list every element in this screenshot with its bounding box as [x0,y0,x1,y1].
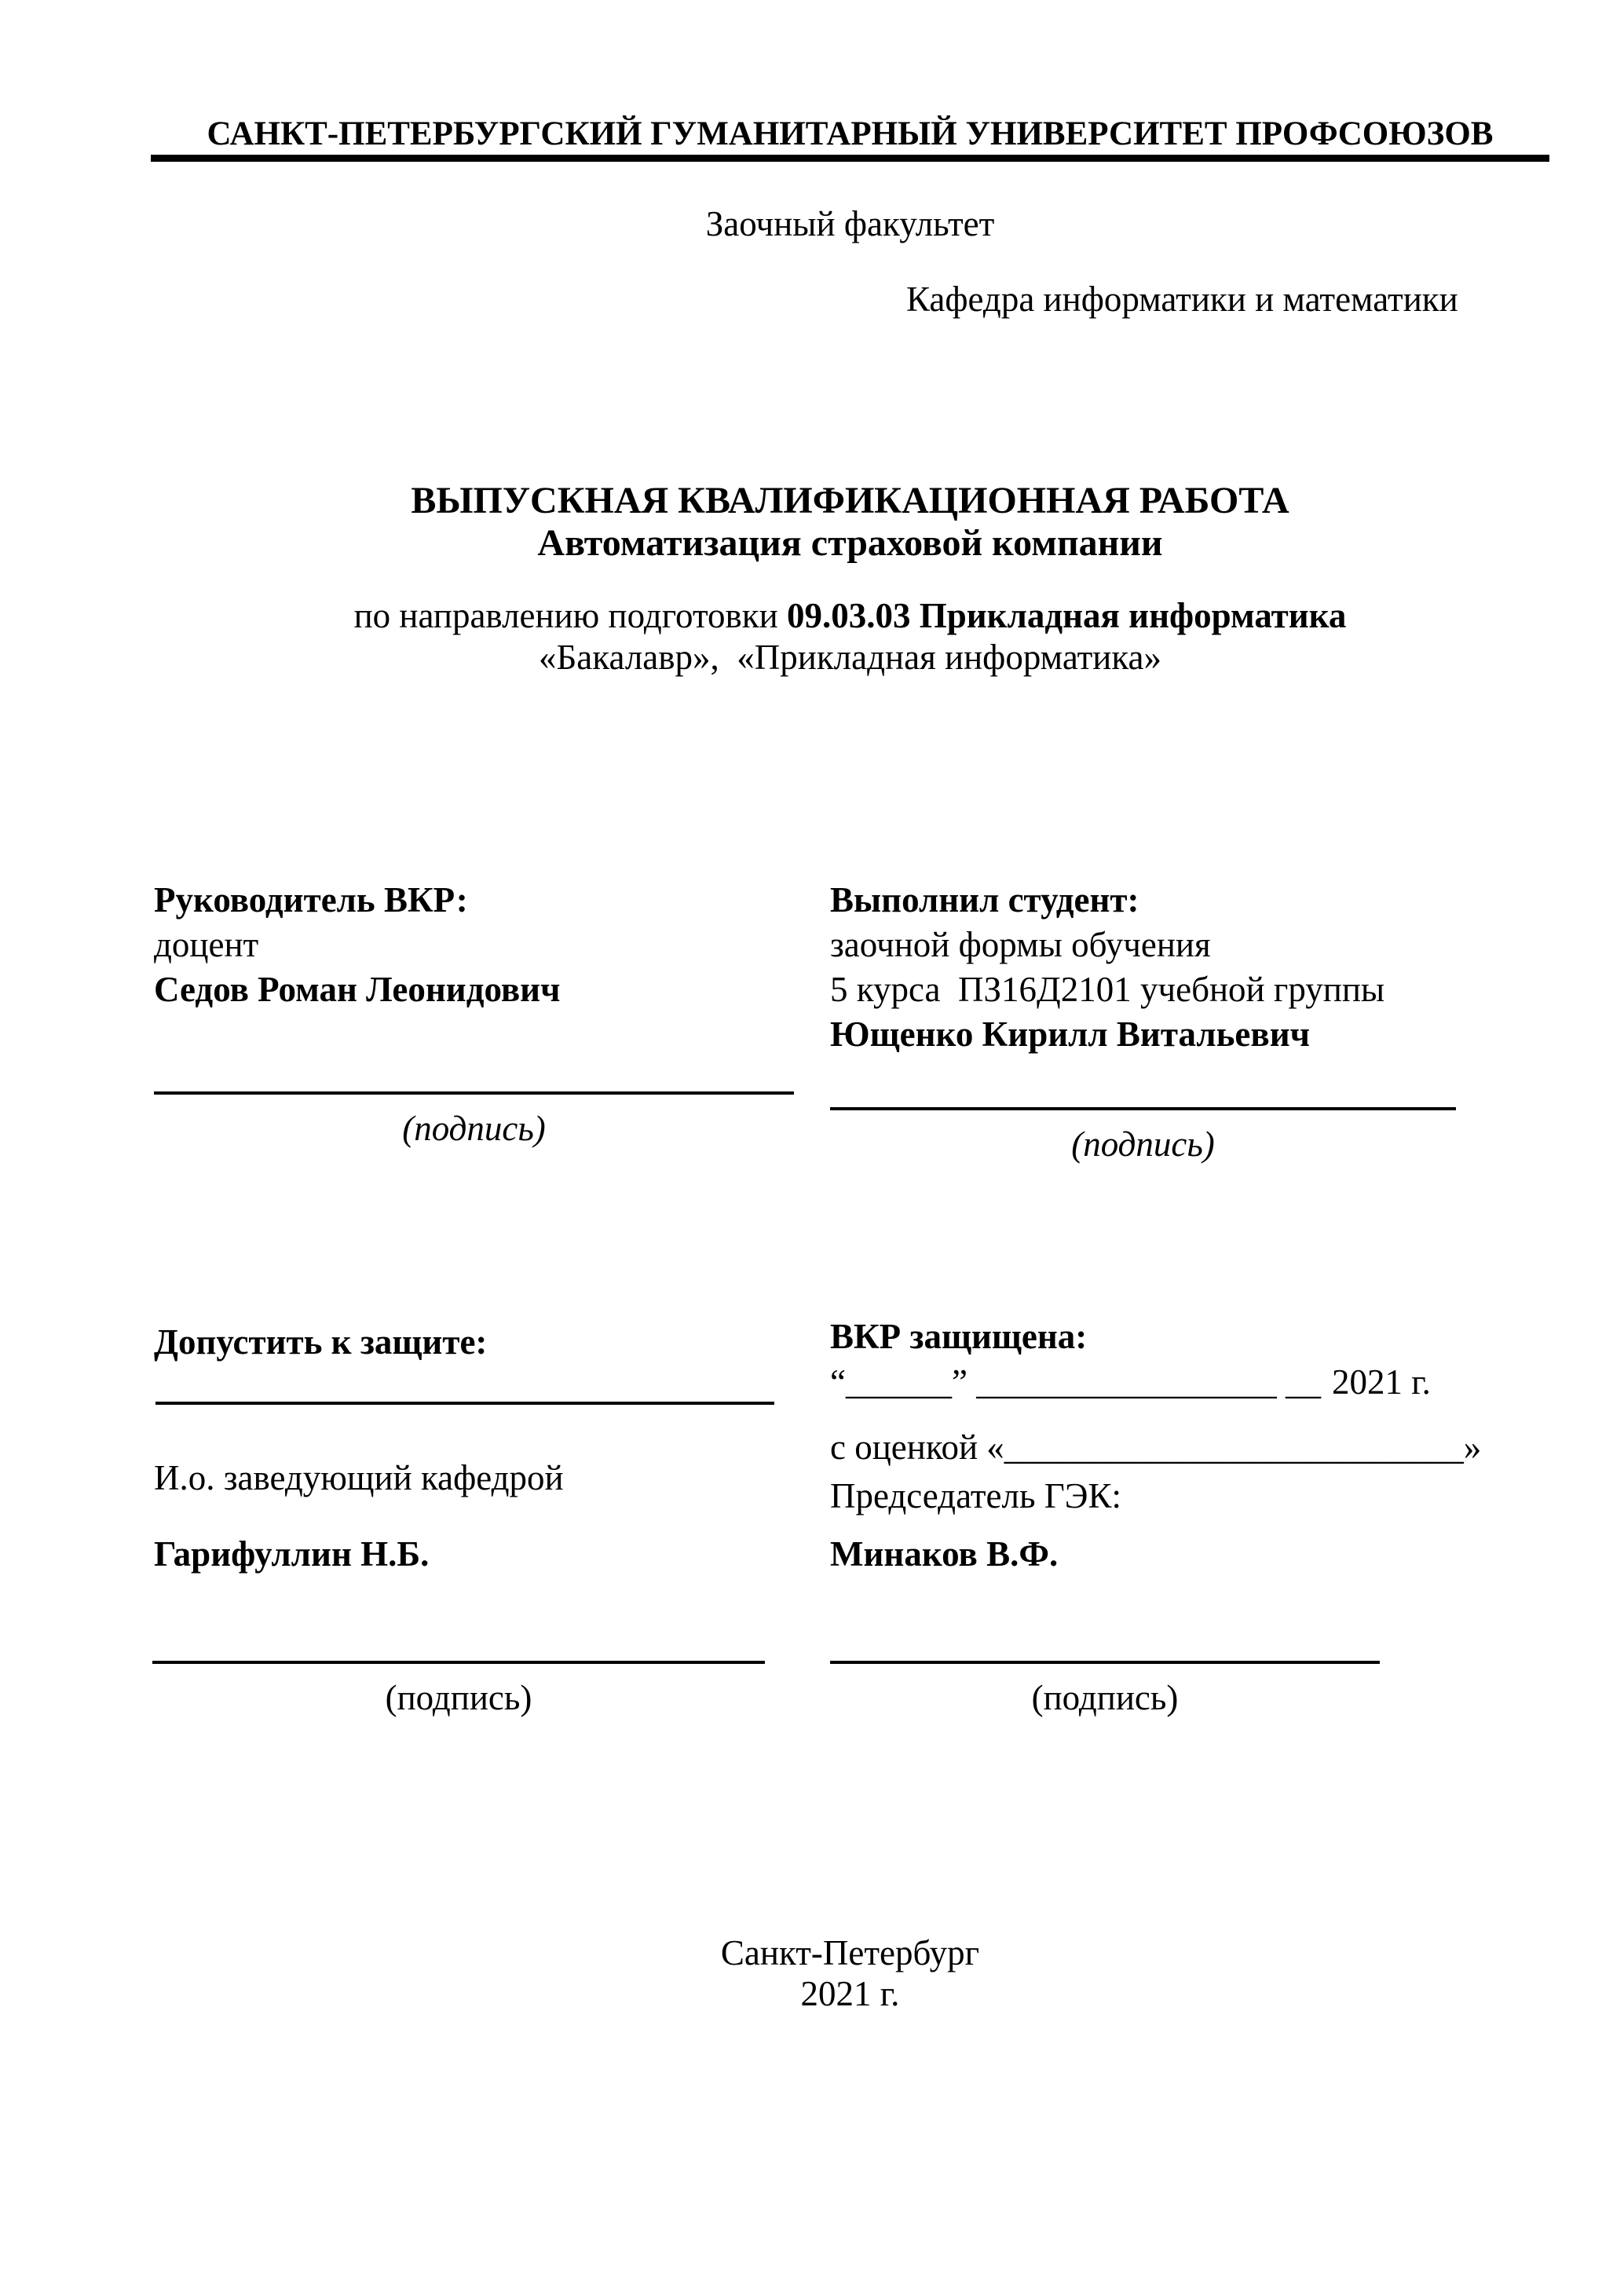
chairman-signature-caption: (подпись) [1031,1678,1179,1717]
supervisor-name: Седов Роман Леонидович [154,970,561,1009]
admission-position: И.о. заведующий кафедрой [154,1458,564,1497]
student-label: Выполнил студент: [830,880,1139,919]
defense-year: 2021 г. [1332,1362,1431,1402]
footer-year: 2021 г. [800,1974,900,2013]
direction-line [151,594,1549,637]
supervisor-block [154,878,560,1012]
work-topic: Автоматизация страховой компании [537,522,1163,564]
defense-date-line: “______” _________________ __ [830,1362,1321,1402]
footer-city: Санкт-Петербург [720,1933,980,1972]
supervisor-degree: доцент [154,925,259,964]
student-study-form: заочной формы обучения [830,925,1211,964]
supervisor-signature-caption: (подпись) [402,1109,546,1148]
admission-blank-line [155,1402,774,1405]
chairman-name: Минаков В.Ф. [830,1534,1059,1574]
supervisor-signature-line [154,1091,794,1095]
work-type-title: ВЫПУСКНАЯ КВАЛИФИКАЦИОННАЯ РАБОТА [411,480,1289,521]
chairman-signature-line [830,1661,1380,1664]
university-name: САНКТ-ПЕТЕРБУРГСКИЙ ГУМАНИТАРНЫЙ УНИВЕРСИТЕТ ПРОФСОЮЗОВ [207,115,1494,152]
admission-signature-caption: (подпись) [385,1678,532,1717]
direction-code-name: 09.03.03 Прикладная информатика [786,596,1347,635]
department-name: Кафедра информатики и математики [906,280,1458,319]
defense-label: ВКР защищена: [830,1317,1088,1356]
supervisor-label: Руководитель ВКР: [154,880,468,919]
admission-name: Гарифуллин Н.Б. [154,1534,430,1574]
admission-label: Допустить к защите: [154,1322,488,1362]
direction-prefix: по направлению подготовки [353,596,787,635]
student-signature-line [830,1107,1456,1110]
student-signature-caption: (подпись) [1071,1124,1215,1164]
faculty-name: Заочный факультет [705,204,995,243]
student-course-group: 5 курса ПЗ16Д2101 учебной группы [830,970,1385,1009]
student-name: Ющенко Кирилл Витальевич [830,1015,1311,1054]
defense-grade-line: с оценкой «__________________________» [830,1428,1482,1467]
admission-signature-line [152,1661,765,1664]
header-rule [151,155,1549,162]
qualification-line: «Бакалавр», «Прикладная информатика» [538,638,1162,677]
chairman-label: Председатель ГЭК: [830,1476,1121,1515]
student-block [830,878,1384,1057]
